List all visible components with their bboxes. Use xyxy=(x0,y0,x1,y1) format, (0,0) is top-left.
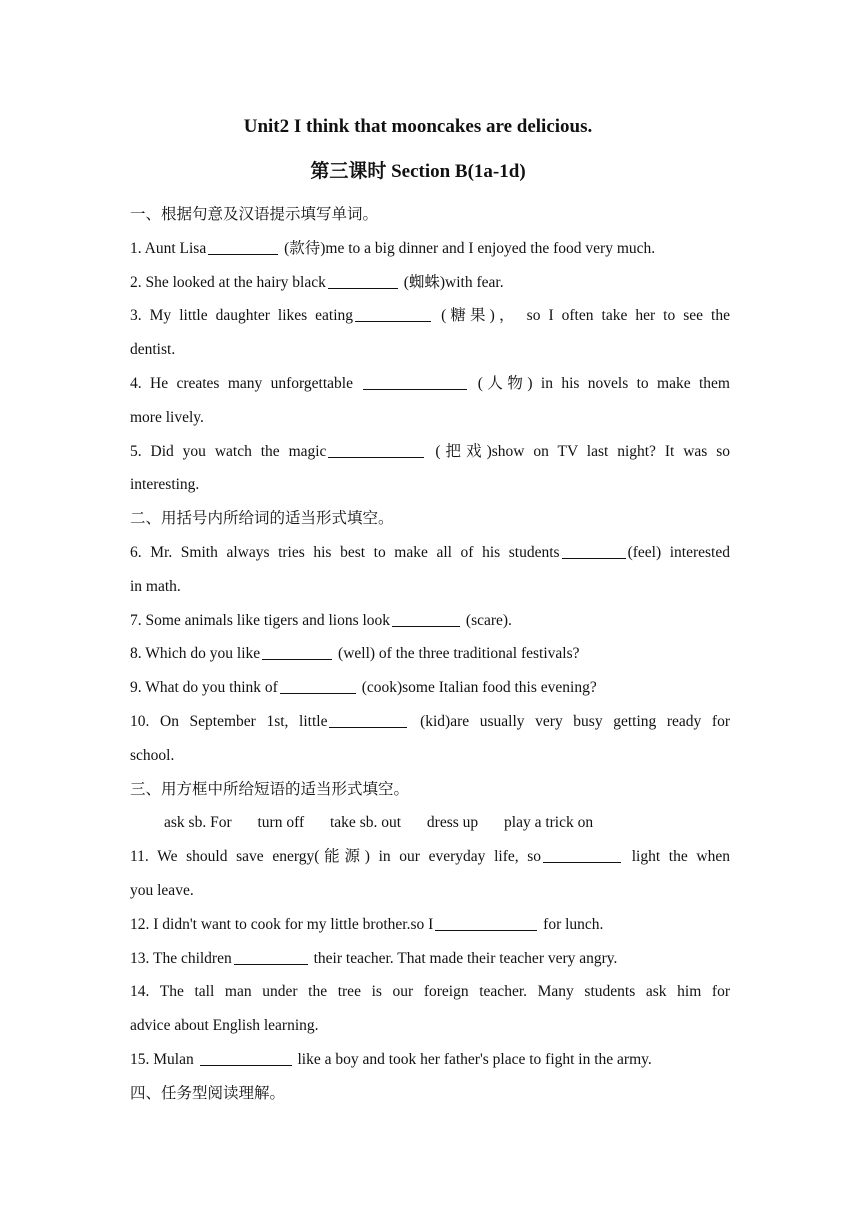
answer-blank-2[interactable] xyxy=(328,270,398,289)
answer-blank-12[interactable] xyxy=(435,912,537,931)
answer-blank-5[interactable] xyxy=(328,439,424,458)
question-10: 10. On September 1st, little (kid)are usually very busy getting ready for xyxy=(130,705,730,739)
question-3: 3. My little daughter likes eating (糖果)， so I often take her to see the xyxy=(130,299,730,333)
question-14-cont: advice about English learning. xyxy=(130,1017,319,1035)
question-15: 15. Mulan like a boy and took her father's place to fight in the army. xyxy=(130,1043,730,1077)
phrase-1: ask sb. For xyxy=(164,814,232,832)
question-5-cont: interesting. xyxy=(130,476,200,494)
section-heading-1: 一、根据句意及汉语提示填写单词。 xyxy=(130,206,379,223)
question-12: 12. I didn't want to cook for my little brother.so I for lunch. xyxy=(130,908,730,942)
question-7: 7. Some animals like tigers and lions look (scare). xyxy=(130,604,730,638)
answer-blank-4[interactable] xyxy=(363,371,467,390)
question-14: 14. The tall man under the tree is our foreign teacher. Many students ask him for xyxy=(130,983,730,1001)
section-heading-4: 四、任务型阅读理解。 xyxy=(130,1084,286,1102)
phrase-4: dress up xyxy=(426,814,479,832)
question-3-cont: dentist. xyxy=(130,341,176,359)
answer-blank-3[interactable] xyxy=(355,303,431,322)
question-2: 2. She looked at the hairy black (蜘蛛)with fear. xyxy=(130,266,730,300)
answer-blank-10[interactable] xyxy=(329,709,407,728)
question-13: 13. The children their teacher. That made their teacher very angry. xyxy=(130,942,730,976)
question-1: 1. Aunt Lisa (款待)me to a big dinner and I enjoyed the food very much. xyxy=(130,232,730,266)
page-title: Unit2 I think that mooncakes are delicious. xyxy=(243,116,593,137)
phrase-box xyxy=(130,806,730,840)
question-11-cont: you leave. xyxy=(130,881,194,899)
answer-blank-8[interactable] xyxy=(262,641,332,660)
section-heading-2: 二、用括号内所给词的适当形式填空。 xyxy=(130,510,394,528)
section-heading-3: 三、用方框中所给短语的适当形式填空。 xyxy=(130,780,410,798)
phrase-2: turn off xyxy=(257,814,305,832)
worksheet-content xyxy=(130,198,730,1111)
phrase-3: take sb. out xyxy=(330,814,402,832)
question-4-cont: more lively. xyxy=(130,408,204,426)
phrase-5: play a trick on xyxy=(504,814,594,832)
answer-blank-11[interactable] xyxy=(543,844,621,863)
answer-blank-1[interactable] xyxy=(208,236,278,255)
question-8: 8. Which do you like (well) of the three traditional festivals? xyxy=(130,637,730,671)
question-6-cont: in math. xyxy=(130,577,181,595)
question-11: 11. We should save energy(能源) in our everyday life, so light the when xyxy=(130,840,730,874)
question-10-cont: school. xyxy=(130,746,175,764)
answer-blank-15[interactable] xyxy=(200,1047,292,1066)
answer-blank-9[interactable] xyxy=(280,675,356,694)
question-4: 4. He creates many unforgettable (人物) in his novels to make them xyxy=(130,367,730,401)
answer-blank-6[interactable] xyxy=(562,540,626,559)
question-6: 6. Mr. Smith always tries his best to make all of his students (feel) interested xyxy=(130,536,730,570)
answer-blank-13[interactable] xyxy=(234,946,308,965)
question-5: 5. Did you watch the magic (把戏)show on TV last night? It was so xyxy=(130,435,730,469)
answer-blank-7[interactable] xyxy=(392,608,460,627)
question-9: 9. What do you think of (cook)some Italian food this evening? xyxy=(130,671,730,705)
page-subtitle: 第三课时 Section B(1a-1d) xyxy=(310,161,526,182)
